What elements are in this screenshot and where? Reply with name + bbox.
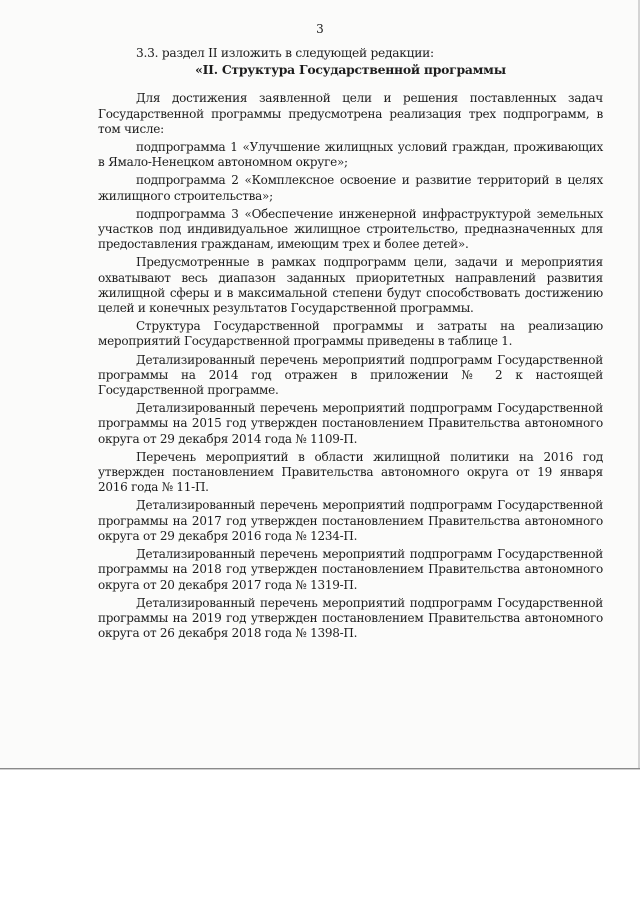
blank-background xyxy=(0,770,640,905)
paragraph-list-2015: Детализированный перечень мероприятий подпрограмм Государственной программы на 2015 год утвержден постановлением Правительства автономного округа от 29 декабря 2014 года № 1109-П. xyxy=(98,401,603,446)
amendment-intro: 3.3. раздел II изложить в следующей редакции: xyxy=(136,46,434,60)
page-number: 3 xyxy=(316,22,324,36)
paragraph-list-2017: Детализированный перечень мероприятий подпрограмм Государственной программы на 2017 год утвержден постановлением Правительства автономного округа от 29 декабря 2016 года № 1234-П. xyxy=(98,498,603,543)
section-title: «II. Структура Государственной программы xyxy=(195,62,506,78)
paragraph-list-2019: Детализированный перечень мероприятий подпрограмм Государственной программы на 2019 год утвержден постановлением Правительства автономного округа от 26 декабря 2018 года № 1398-П. xyxy=(98,595,603,641)
document-body xyxy=(98,46,603,644)
paragraph-subprogram-3: подпрограмма 3 «Обеспечение инженерной инфраструктурой земельных участков под индивидуальное жилищное строительство, предназначенных для предоставления гражданам, имеющим трех и более детей». xyxy=(98,206,603,252)
paragraph-list-2016: Перечень мероприятий в области жилищной политики на 2016 год утвержден постановлением Правительства автономного округа от 19 января 2016 года № 11-П. xyxy=(98,449,603,495)
paragraph-goals: Для достижения заявленной цели и решения поставленных задач Государственной программы предусмотрена реализация трех подпрограмм, в том числе: xyxy=(98,91,603,136)
paragraph-scope: Предусмотренные в рамках подпрограмм цели, задачи и мероприятия охватывают весь диапазон заданных приоритетных направлений развития жилищной сферы и в максимальной степени будут способствовать достижению целей и конечных результатов Государственной программы. xyxy=(98,255,603,316)
paragraph-structure: Структура Государственной программы и затраты на реализацию мероприятий Государственной программы приведены в таблице 1. xyxy=(98,319,603,349)
paragraph-subprogram-1: подпрограмма 1 «Улучшение жилищных условий граждан, проживающих в Ямало-Ненецком автономном округе»; xyxy=(98,140,603,170)
paragraph-list-2014: Детализированный перечень мероприятий подпрограмм Государственной программы на 2014 год отражен в приложении № 2 к настоящей Государственной программе. xyxy=(98,352,603,398)
paragraph-subprogram-2: подпрограмма 2 «Комплексное освоение и развитие территорий в целях жилищного строительства»; xyxy=(98,173,603,203)
paragraph-list-2018: Детализированный перечень мероприятий подпрограмм Государственной программы на 2018 год утвержден постановлением Правительства автономного округа от 20 декабря 2017 года № 1319-П. xyxy=(98,547,603,592)
